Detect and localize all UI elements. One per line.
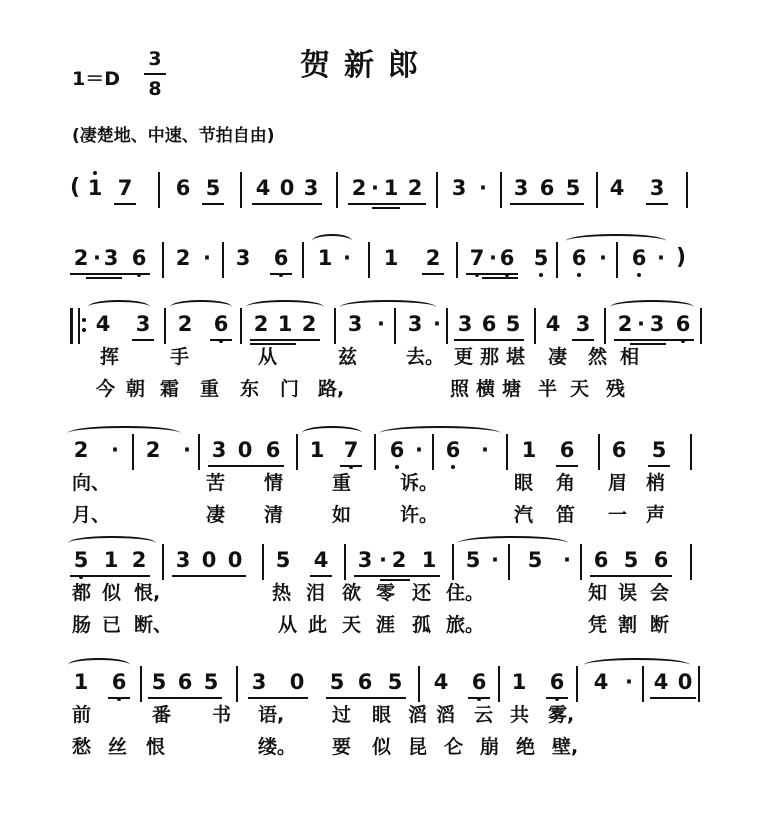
note: ·	[183, 438, 191, 462]
note: ·	[415, 438, 423, 462]
note: 2	[301, 312, 317, 336]
repeat-dot	[82, 328, 86, 332]
barline	[690, 544, 692, 580]
barline	[506, 434, 508, 470]
note: 0	[677, 670, 693, 694]
barline	[236, 666, 238, 702]
barline	[604, 308, 606, 344]
close-paren: )	[676, 245, 687, 270]
note: 6	[270, 246, 292, 270]
barline	[240, 172, 242, 208]
barline	[198, 434, 200, 470]
barline	[534, 308, 536, 344]
note: 2	[73, 438, 89, 462]
note: 1	[309, 438, 325, 462]
beam-underline	[556, 465, 578, 467]
tempo-marking: (凄楚地、中速、节拍自由)	[72, 126, 275, 146]
barline	[164, 308, 166, 344]
low-octave-dot	[637, 273, 641, 277]
note: 3	[135, 312, 151, 336]
note: 1	[84, 176, 106, 200]
beam-underline	[650, 697, 696, 699]
note: 2	[131, 548, 147, 572]
note: 1	[521, 438, 537, 462]
note: 3	[649, 312, 665, 336]
beam-underline	[454, 339, 524, 341]
note: 2	[175, 246, 191, 270]
beam-underline	[348, 203, 426, 205]
barline	[700, 308, 702, 344]
barline	[690, 434, 692, 470]
key-signature: 1＝D	[72, 68, 120, 90]
note: 6	[546, 670, 568, 694]
beam-underline	[482, 277, 518, 279]
note: 6	[175, 176, 191, 200]
note: ·	[637, 312, 645, 336]
beam-underline	[250, 339, 320, 341]
note: 5	[205, 176, 221, 200]
note: 2	[391, 548, 407, 572]
barline	[158, 172, 160, 208]
note: ·	[343, 246, 351, 270]
note: 5	[505, 312, 521, 336]
barline	[698, 666, 700, 702]
beam-underline	[646, 203, 668, 205]
note: ·	[433, 312, 441, 336]
note: 4	[653, 670, 669, 694]
beam-underline	[248, 697, 308, 699]
note: 5	[203, 670, 219, 694]
note: 3	[513, 176, 529, 200]
barline	[556, 242, 558, 278]
barline	[368, 242, 370, 278]
note: 2	[351, 176, 367, 200]
note: 7	[117, 176, 133, 200]
low-octave-dot	[451, 465, 455, 469]
note: 5	[329, 670, 345, 694]
note: ·	[111, 438, 119, 462]
note: 2	[617, 312, 633, 336]
note: 6	[442, 438, 464, 462]
score-row-4	[0, 438, 758, 478]
beam-underline	[310, 575, 332, 577]
open-paren: (	[70, 175, 81, 200]
note: 4	[95, 312, 111, 336]
barline	[334, 308, 336, 344]
note: 1	[421, 548, 437, 572]
note: 1	[383, 176, 399, 200]
barline	[498, 666, 500, 702]
beam-underline	[590, 575, 672, 577]
barline	[456, 242, 458, 278]
beam-underline	[86, 277, 122, 279]
barline	[508, 544, 510, 580]
note: ·	[489, 246, 497, 270]
low-octave-dot	[395, 465, 399, 469]
barline	[452, 544, 454, 580]
meter-top: 3	[148, 48, 162, 70]
barline	[222, 242, 224, 278]
note: 1	[103, 548, 119, 572]
note: ·	[479, 176, 487, 200]
barline	[296, 434, 298, 470]
note: ·	[563, 548, 571, 572]
note: 3	[649, 176, 665, 200]
barline	[616, 242, 618, 278]
note: 4	[313, 548, 329, 572]
note: ·	[377, 312, 385, 336]
note: 1	[383, 246, 399, 270]
note: 5	[465, 548, 481, 572]
note: 6	[177, 670, 193, 694]
barline	[418, 666, 420, 702]
note: 6	[496, 246, 518, 270]
beam-underline	[70, 273, 150, 275]
note: 6	[568, 246, 590, 270]
note: ·	[203, 246, 211, 270]
note: ·	[379, 548, 387, 572]
beam-underline	[354, 575, 440, 577]
note: 4	[433, 670, 449, 694]
note: 2	[407, 176, 423, 200]
note: 2	[145, 438, 161, 462]
note: 3	[347, 312, 363, 336]
note: 5	[623, 548, 639, 572]
barline	[140, 666, 142, 702]
beam-underline	[326, 697, 406, 699]
barline	[432, 434, 434, 470]
note: 7	[340, 438, 362, 462]
note: 3	[457, 312, 473, 336]
note: 6	[628, 246, 650, 270]
note: 2	[177, 312, 193, 336]
score-row-2	[0, 246, 758, 286]
beam-underline	[380, 579, 410, 581]
note: 5	[651, 438, 667, 462]
note: 6	[481, 312, 497, 336]
note: 0	[201, 548, 217, 572]
note: 6	[265, 438, 281, 462]
barline	[374, 434, 376, 470]
barline	[500, 172, 502, 208]
beam-underline	[250, 343, 296, 345]
meter-bar	[144, 73, 166, 75]
note: 6	[559, 438, 575, 462]
score-row-1	[0, 176, 758, 216]
barline	[436, 172, 438, 208]
note: 1	[317, 246, 333, 270]
meter-bottom: 8	[148, 78, 162, 100]
note: 6	[210, 312, 232, 336]
note: 2	[253, 312, 269, 336]
note: 3	[407, 312, 423, 336]
note: 0	[289, 670, 305, 694]
note: 5	[275, 548, 291, 572]
beam-underline	[630, 343, 666, 345]
barline	[394, 308, 396, 344]
note: 6	[468, 670, 490, 694]
note: 6	[539, 176, 555, 200]
barline	[70, 308, 80, 344]
beam-underline	[340, 465, 362, 467]
beam-underline	[70, 575, 150, 577]
note: 5	[70, 548, 92, 572]
beam-underline	[372, 207, 400, 209]
note: ·	[625, 670, 633, 694]
note: ·	[371, 176, 379, 200]
barline	[344, 544, 346, 580]
note: ·	[491, 548, 499, 572]
note: 6	[653, 548, 669, 572]
note: 5	[530, 246, 552, 270]
barline	[576, 666, 578, 702]
note: 4	[593, 670, 609, 694]
beam-underline	[466, 273, 518, 275]
low-octave-dot	[577, 273, 581, 277]
note: 1	[511, 670, 527, 694]
beam-underline	[648, 465, 670, 467]
barline	[132, 434, 134, 470]
note: 5	[387, 670, 403, 694]
note: 1	[277, 312, 293, 336]
beam-underline	[422, 273, 444, 275]
barline	[642, 666, 644, 702]
note: 3	[451, 176, 467, 200]
beam-underline	[108, 697, 130, 699]
beam-underline	[614, 339, 694, 341]
barline	[302, 242, 304, 278]
time-signature	[144, 48, 166, 100]
note: ·	[93, 246, 101, 270]
barline	[336, 172, 338, 208]
note: 3	[235, 246, 251, 270]
note: 4	[255, 176, 271, 200]
beam-underline	[510, 203, 584, 205]
note: 3	[357, 548, 373, 572]
note: 3	[211, 438, 227, 462]
barline	[262, 544, 264, 580]
barline	[162, 242, 164, 278]
note: 3	[175, 548, 191, 572]
barline	[596, 172, 598, 208]
note: ·	[599, 246, 607, 270]
barline	[446, 308, 448, 344]
beam-underline	[210, 339, 232, 341]
note: ·	[481, 438, 489, 462]
barline	[162, 544, 164, 580]
note: 3	[303, 176, 319, 200]
barline	[240, 308, 242, 344]
beam-underline	[270, 273, 292, 275]
note: 6	[386, 438, 408, 462]
beam-underline	[572, 339, 594, 341]
note: 0	[227, 548, 243, 572]
barline	[580, 544, 582, 580]
beam-underline	[252, 203, 322, 205]
beam-underline	[172, 575, 246, 577]
note: 6	[128, 246, 150, 270]
note: 4	[609, 176, 625, 200]
note: 6	[593, 548, 609, 572]
note: 2	[73, 246, 89, 270]
note: 3	[575, 312, 591, 336]
note: 5	[565, 176, 581, 200]
note: 3	[103, 246, 119, 270]
beam-underline	[468, 697, 490, 699]
note: 1	[73, 670, 89, 694]
barline	[598, 434, 600, 470]
low-octave-dot	[539, 273, 543, 277]
note: 6	[357, 670, 373, 694]
beam-underline	[114, 203, 136, 205]
note: 7	[466, 246, 488, 270]
note: 0	[237, 438, 253, 462]
note: 5	[151, 670, 167, 694]
note: 6	[611, 438, 627, 462]
beam-underline	[148, 697, 222, 699]
note: 4	[545, 312, 561, 336]
beam-underline	[202, 203, 224, 205]
barline	[686, 172, 688, 208]
high-octave-dot	[93, 171, 97, 175]
beam-underline	[208, 465, 284, 467]
note: 2	[425, 246, 441, 270]
repeat-dot	[82, 318, 86, 322]
note: ·	[657, 246, 665, 270]
note: 6	[672, 312, 694, 336]
note: 3	[251, 670, 267, 694]
beam-underline	[546, 697, 568, 699]
note: 6	[108, 670, 130, 694]
note: 5	[527, 548, 543, 572]
beam-underline	[132, 339, 154, 341]
note: 0	[279, 176, 295, 200]
song-title: 贺新郎	[300, 48, 432, 83]
